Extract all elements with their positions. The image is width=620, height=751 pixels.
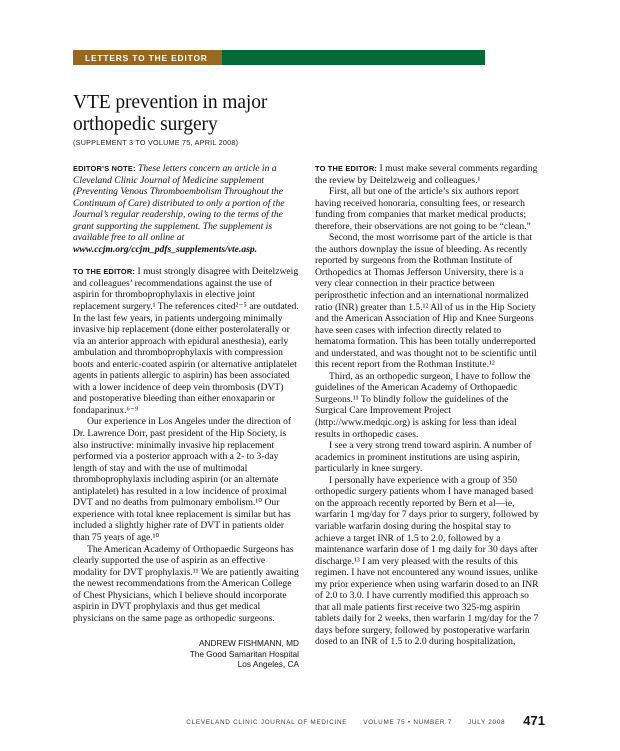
author-signature <box>73 638 299 669</box>
to-the-editor-run-in-right: TO THE EDITOR: <box>315 164 378 173</box>
editors-note <box>73 163 299 255</box>
footer-page-number: 471 <box>523 713 545 728</box>
footer-date-info: JULY 2008 <box>467 719 506 726</box>
letter-paragraph-1 <box>73 266 299 416</box>
supplement-url[interactable]: www.ccjm.org/ccjm_pdfs_supplements/vte.asp. <box>73 243 258 255</box>
author-affiliation: The Good Samaritan Hospital <box>189 648 299 659</box>
right-letter-paragraph-6: I personally have experience with a group of 350 orthopedic surgery patients whom I have managed based on the approach recently reported by Bern et al—ie, warfarin 1 mg/day for 7 days prior to surgery, followed by variable warfarin dosing during the hospital stay to achieve a target INR of 1.5 to 2.0, followed by a maintenance warfarin dose of 1 mg daily for 30 days after discharge.¹³ I am very pleased with the results of this regimen. I have not encountered any wound issues, unlike my prior experience when using warfarin dosed to an INR of 2.0 to 3.0. I have currently modified this approach so that all male patients first receive two 325-mg aspirin tablets daily for 2 weeks, then warfarin 1 mg/day for the 7 days before surgery, followed by postoperative warfarin dosed to an INR of 1.5 to 2.0 during hospitalization, <box>315 474 539 648</box>
footer-journal-name: CLEVELAND CLINIC JOURNAL OF MEDICINE <box>186 719 348 726</box>
right-letter-paragraph-3: Second, the most worrisome part of the article is that the authors downplay the issue of bleeding. As recently reported by surgeons from the Rothman Institute of Orthopedics at Thomas Jefferson University, there is a very clear connection in their practice between periprosthetic infection and an international normalized ratio (INR) greater than 1.5.¹² All of us in the Hip Society and the American Association of Hip and Knee Surgeons have seen cases with infection directly related to hematoma formation. This has been totally underreported and understated, and was thought not to be scientific until this recent report from the Rothman Institute.¹² <box>315 232 537 371</box>
section-header-accent <box>222 50 485 65</box>
right-letter-paragraph-1 <box>315 163 541 186</box>
to-the-editor-run-in: TO THE EDITOR: <box>73 267 136 277</box>
right-letter-paragraph-5: I see a very strong trend toward aspirin. A number of academics in prominent institutions are using aspirin, particularly in knee surgery. <box>315 440 532 475</box>
section-label-block <box>73 50 222 65</box>
footer-volume-info: VOLUME 75 • NUMBER 7 <box>363 719 452 726</box>
right-column <box>315 163 541 648</box>
title-block <box>73 92 373 147</box>
right-letter-paragraph-2: First, all but one of the article’s six authors report having received honoraria, consulting fees, or research funding from companies that market medical products; therefore, their observations are not going to be “clean.” <box>315 186 531 232</box>
section-label: LETTERS TO THE EDITOR <box>85 52 208 63</box>
right-letter-paragraph-4: Third, as an orthopedic surgeon, I have to follow the guidelines of the American Academy of Orthopaedic Surgeons.¹¹ To blindly follow the guidelines of the Surgical Care Improvement Project (http://www.medqic.org) is asking for less than ideal results in orthopedic cases. <box>315 370 531 440</box>
author-name: ANDREW FISHMANN, MD <box>198 638 299 649</box>
letter-paragraph-1-text: I must strongly disagree with Deitelzweig and colleagues’ recommendations against the use of aspirin for thromboprophylaxis in elective joint replacement surgery.¹ The references cited²⁻⁵ are outdated. In the last few years, in patients undergoing minimally invasive hip replacement (done either posterolaterally or via an anterior approach with epidural anesthesia), early ambulation and thromboprophylaxis with compression boots and enteric-coated aspirin (or alternative antiplatelet agents in patients allergic to aspirin) has been associated with a lower incidence of deep vein thrombosis (DVT) and postoperative bleeding than either enoxaparin or fondaparinux.⁶⁻⁹ <box>73 266 299 416</box>
article-title-line-1: VTE prevention in major <box>73 92 268 113</box>
right-letter-paragraph-1-text: I must make several comments regarding the review by Deitelzweig and colleagues.¹ <box>315 163 538 186</box>
page-title <box>73 92 373 135</box>
author-location: Los Angeles, CA <box>237 659 299 670</box>
section-header-bar <box>73 50 485 65</box>
editors-note-body: These letters concern an article in a Cleveland Clinic Journal of Medicine supplement (Preventing Venous Thromboembolism Throughout the Continuum of Care) distributed to only a portion of the Journal’s regular readership, owing to the terms of the grant supporting the supplement. The supplement is available free to all online at <box>73 163 285 244</box>
paragraph-spacer <box>73 255 299 266</box>
left-column <box>73 163 299 670</box>
article-subtitle: (SUPPLEMENT 3 TO VOLUME 75, APRIL 2008) <box>73 138 239 147</box>
letter-paragraph-3: The American Academy of Orthopaedic Surgeons has clearly supported the use of aspirin as an effective modality for DVT prophylaxis.¹¹ We are patiently awaiting the newest recommendations from the American College of Chest Physicians, which I believe should incorporate aspirin in DVT prophylaxis and thus get medical physicians on the same page as orthopedic surgeons. <box>73 543 299 624</box>
letter-paragraph-2: Our experience in Los Angeles under the direction of Dr. Lawrence Dorr, past president of the Hip Society, is also instructive: minimally invasive hip replacement performed via a posterior approach with a 2- to 3-day length of stay and with the use of multimodal thromboprophylaxis including aspirin (or an alternate antiplatelet) has resulted in a low incidence of proximal DVT and no deaths from pulmonary embolism.¹⁰ Our experience with total knee replacement is similar but has included a slightly higher rate of DVT in patients older than 75 years of age.¹⁰ <box>73 416 292 543</box>
article-title-line-2: orthopedic surgery <box>73 113 218 135</box>
page-footer <box>73 712 545 727</box>
editors-note-run-in: EDITOR’S NOTE: <box>73 164 136 173</box>
